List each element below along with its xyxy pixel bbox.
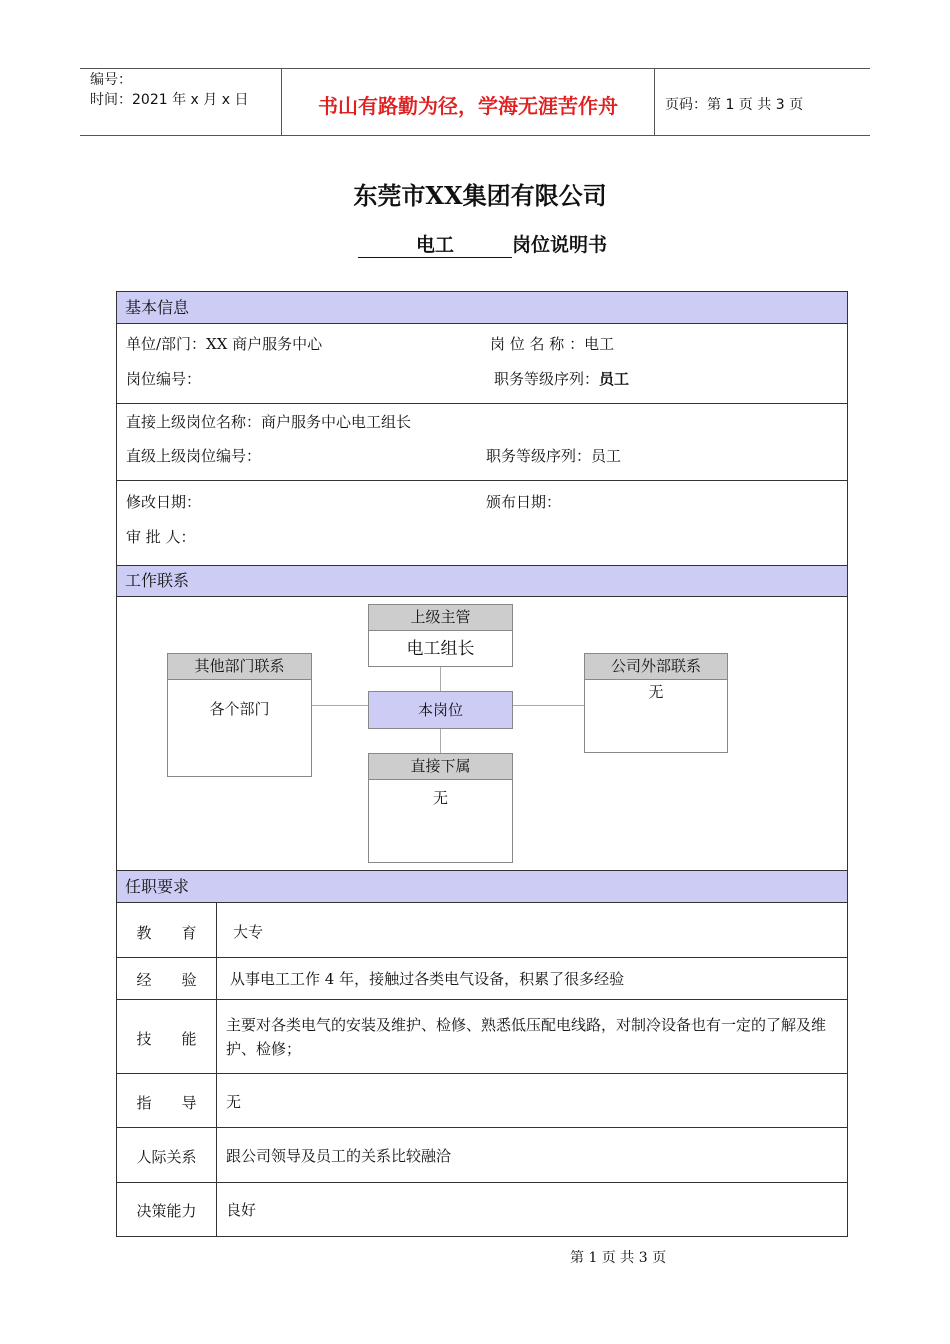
- title-suffix: 岗位说明书: [512, 234, 608, 256]
- connector-line: [440, 666, 441, 691]
- grade-field: [494, 368, 629, 389]
- connector-line: [440, 728, 441, 753]
- external-box-value: 无: [648, 683, 664, 701]
- divider: [116, 1127, 848, 1128]
- divider: [116, 1073, 848, 1074]
- requirement-value: 大专: [233, 923, 264, 941]
- requirement-label: 人际关系: [136, 1148, 197, 1166]
- header-left: [90, 70, 248, 110]
- superior-box: [368, 604, 513, 667]
- section-requirements: 任职要求: [117, 871, 847, 902]
- divider: [116, 1182, 848, 1183]
- external-box-title: 公司外部联系: [585, 654, 727, 680]
- superior-box-value: 电工组长: [406, 639, 475, 659]
- position-name: 电工: [358, 230, 512, 258]
- divider: [116, 403, 848, 404]
- requirement-label: 教 育: [136, 924, 197, 942]
- grade-value: 员工: [599, 370, 630, 388]
- section-basic-info: 基本信息: [117, 292, 847, 323]
- subordinate-box-value: 无: [432, 789, 448, 807]
- superior-name-field: 直接上级岗位名称：商户服务中心电工组长: [126, 413, 412, 431]
- connector-line: [512, 705, 584, 706]
- issue-date-field: 颁布日期：: [486, 493, 562, 511]
- number-label: 编号：: [90, 72, 132, 88]
- divider: [116, 999, 848, 1000]
- header-motto: 书山有路勤为径，学海无涯苦作舟: [318, 94, 618, 118]
- superior-box-title: 上级主管: [369, 605, 512, 631]
- requirement-value: 无: [226, 1093, 242, 1111]
- requirement-label: 技 能: [136, 1030, 197, 1048]
- subordinate-box-title: 直接下属: [369, 754, 512, 780]
- this-post-box-title: 本岗位: [417, 701, 463, 719]
- company-name: 东莞市XX集团有限公司: [353, 181, 607, 210]
- header-bottom-line: [80, 135, 870, 136]
- modify-date-field: 修改日期：: [126, 493, 202, 511]
- requirement-value: 良好: [226, 1201, 257, 1219]
- requirement-label: 决策能力: [136, 1202, 197, 1220]
- divider: [116, 596, 848, 597]
- requirement-value: 主要对各类电气的安装及维护、检修、熟悉低压配电线路，对制冷设备也有一定的了解及维护、检修；: [226, 1016, 827, 1058]
- connector-line: [312, 705, 369, 706]
- divider: [116, 480, 848, 481]
- header-top-line: [80, 68, 870, 69]
- footer-page-number: 第 1 页 共 3 页: [570, 1250, 667, 1266]
- requirement-label: 经 验: [136, 971, 197, 989]
- time-label: 时间：2021 年 x 月 x 日: [90, 92, 249, 108]
- other-dept-box-value: 各个部门: [209, 700, 270, 718]
- divider: [116, 323, 848, 324]
- approver-field: 审 批 人：: [126, 528, 196, 546]
- external-box: [584, 653, 728, 753]
- grade-label: 职务等级序列：: [494, 370, 600, 388]
- header-page-label: 页码：第 1 页 共 3 页: [665, 97, 804, 113]
- post-name-field: 岗 位 名 称 ：电工: [490, 335, 615, 353]
- header-divider: [654, 68, 655, 136]
- divider: [116, 902, 848, 903]
- requirement-value: 跟公司领导及员工的关系比较融洽: [226, 1147, 452, 1165]
- post-code-field: 岗位编号：: [126, 370, 202, 388]
- section-work-relations: 工作联系: [117, 566, 847, 596]
- superior-code-field: 直级上级岗位编号：: [126, 447, 262, 465]
- column-divider: [216, 902, 217, 1237]
- superior-grade-field: 职务等级序列：员工: [486, 447, 622, 465]
- subordinate-box: [368, 753, 513, 863]
- unit-field: 单位/部门：XX 商户服务中心: [126, 335, 323, 353]
- requirement-value: 从事电工工作 4 年，接触过各类电气设备，积累了很多经验: [230, 970, 625, 988]
- requirement-label: 指 导: [136, 1094, 197, 1112]
- other-dept-box: [167, 653, 312, 777]
- other-dept-box-title: 其他部门联系: [168, 654, 311, 680]
- divider: [116, 957, 848, 958]
- document-title: [358, 230, 607, 258]
- this-post-box: [368, 691, 513, 729]
